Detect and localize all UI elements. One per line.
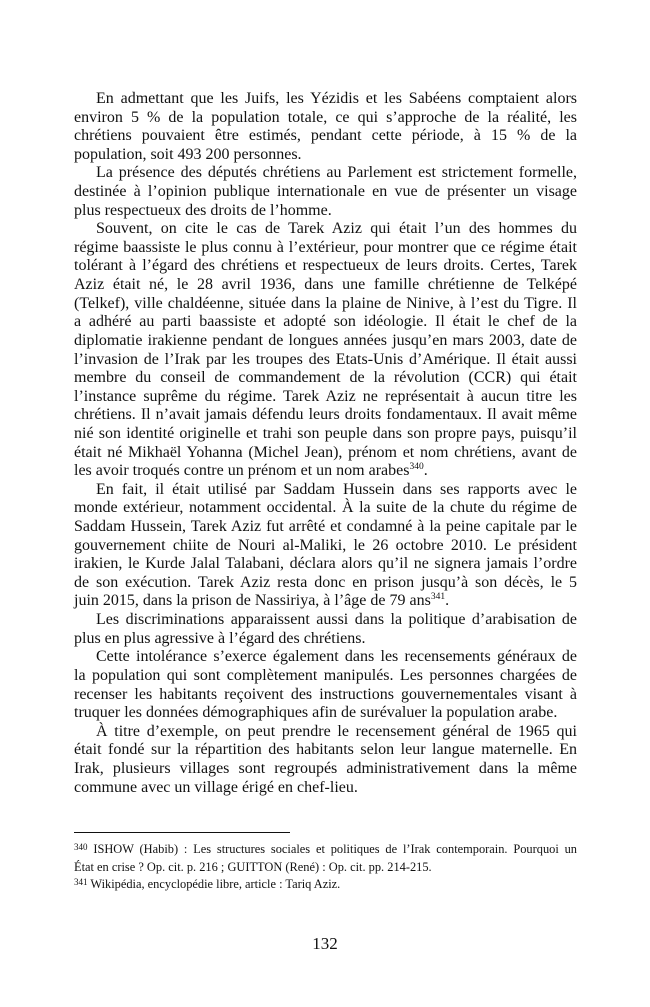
text-line: membre du conseil de commandement de la révolution (CCR) qui était xyxy=(74,369,577,387)
text-line: a adhéré au parti baassiste et adopté son idéologie. Il était le chef de la xyxy=(74,313,577,331)
text-line: Aziz était né, le 28 avril 1936, dans une famille chrétienne de Telképé xyxy=(74,276,577,294)
text-line: Cette intolérance s’exerce également dans les recensements généraux de xyxy=(96,648,577,666)
footnote-line: $^{340}$ ISHOW (Habib) : Les structures sociales et politiques de l’Irak contemporain. Pourquoi un xyxy=(74,842,578,856)
footnote-340 xyxy=(74,841,577,876)
text-line: chrétiens. Il n’avait jamais défendu leurs droits fondamentaux. Il avait même xyxy=(74,406,577,424)
footnote-separator xyxy=(74,832,290,833)
text-line: régime baassiste le plus connu à l’extérieur, pour montrer que ce régime était xyxy=(74,238,577,256)
paragraph xyxy=(74,648,577,722)
footnote-line: État en crise ? Op. cit. p. 216 ; GUITTON (René) : Op. cit. pp. 214-215. xyxy=(74,859,432,874)
footnote-number: 341 xyxy=(74,877,88,887)
footnote-number: 340 xyxy=(74,842,88,852)
text-line: chrétiens pouvaient être estimés, pendant cette période, à 15 % de la xyxy=(74,127,577,145)
text-line: l’invasion de l’Irak par les troupes des Etats-Unis d’Amérique. Il était aussi xyxy=(74,350,577,368)
paragraph xyxy=(74,90,577,164)
text-line: diplomatie irakienne pendant de longues années jusqu’en mars 2003, date de xyxy=(74,331,577,349)
text-line: commune avec un village érigé en chef-lieu. xyxy=(74,778,358,796)
text-line: population, soit 493 200 personnes. xyxy=(74,145,302,163)
body-text xyxy=(74,90,577,797)
text-line: Les discriminations apparaissent aussi dans la politique d’arabisation de xyxy=(96,611,577,629)
text-line: monde extérieur, notamment occidental. À la suite de la chute du régime de xyxy=(74,499,577,517)
text-line: plus respectueux des droits de l’homme. xyxy=(74,201,332,219)
text-line: gouvernement chiite de Nouri al-Maliki, le 26 octobre 2010. Le président xyxy=(74,536,577,554)
footnotes xyxy=(74,841,577,894)
text-line: les avoir troqués contre un prénom et un nom arabes$^{340}$. xyxy=(74,462,428,480)
paragraph xyxy=(74,723,577,797)
text-line: recenser les habitants reçoivent des instructions gouvernementales visant à xyxy=(74,685,577,703)
paragraph xyxy=(74,220,577,481)
footnote-reference[interactable]: 340 xyxy=(409,462,424,473)
text-line: (Telkef), ville chaldéenne, située dans la plaine de Ninive, à l’est du Tigre. Il xyxy=(74,294,577,312)
text-line: était fondé sur la répartition des habitants selon leur langue maternelle. En xyxy=(74,741,577,759)
text-line: En admettant que les Juifs, les Yézidis et les Sabéens comptaient alors xyxy=(96,90,577,107)
text-line: destinée à l’opinion publique internationale en vue de présenter un visage xyxy=(74,183,577,201)
text-line: de son exécution. Tarek Aziz resta donc en prison jusqu’à son décès, le 5 xyxy=(74,573,577,591)
text-line: La présence des députés chrétiens au Parlement est strictement formelle, xyxy=(96,164,577,182)
text-line: juin 2015, dans la prison de Nassiriya, à l’âge de 79 ans$^{341}$. xyxy=(74,592,450,610)
page-number: 132 xyxy=(312,934,338,953)
text-line: En fait, il était utilisé par Saddam Hussein dans ses rapports avec le xyxy=(96,480,577,498)
text-line: nié son identité originelle et trahi son peuple dans son propre pays, puisqu’il xyxy=(74,424,577,442)
text-line: À titre d’exemple, on peut prendre le recensement général de 1965 qui xyxy=(96,722,577,740)
text-line: tolérant à l’égard des chrétiens et respectueux de leurs droits. Certes, Tarek xyxy=(74,257,577,275)
text-line: truquer les données démographiques afin de surévaluer la population arabe. xyxy=(74,704,558,722)
text-line: l’instance suprême du régime. Tarek Aziz ne représentait à aucun titre les xyxy=(74,387,577,405)
text-line: plus en plus agressive à l’égard des chrétiens. xyxy=(74,629,366,647)
text-line: Saddam Hussein, Tarek Aziz fut arrêté et condamné à la peine capitale par le xyxy=(74,518,577,536)
text-line: irakien, le Kurde Jalal Talabani, déclara alors qu’il ne signera jamais l’ordre xyxy=(74,555,577,573)
text-line: Souvent, on cite le cas de Tarek Aziz qui était l’un des hommes du xyxy=(96,220,577,238)
text-line: la population qui sont complètement manipulés. Les personnes chargées de xyxy=(74,666,577,684)
paragraph xyxy=(74,164,577,220)
text-line: était né Mikhaël Yohanna (Michel Jean), prénom et nom chrétiens, avant de xyxy=(74,443,577,461)
text-line: environ 5 % de la population totale, ce qui s’approche de la réalité, les xyxy=(74,108,577,126)
paragraph xyxy=(74,611,577,648)
footnote-341 xyxy=(74,876,577,894)
text-line: Irak, plusieurs villages sont regroupés administrativement dans la même xyxy=(74,759,577,777)
paragraph xyxy=(74,481,577,611)
footnote-reference[interactable]: 341 xyxy=(430,592,446,603)
footnote-line: $^{341}$ Wikipédia, encyclopédie libre, article : Tariq Aziz. xyxy=(74,877,341,891)
